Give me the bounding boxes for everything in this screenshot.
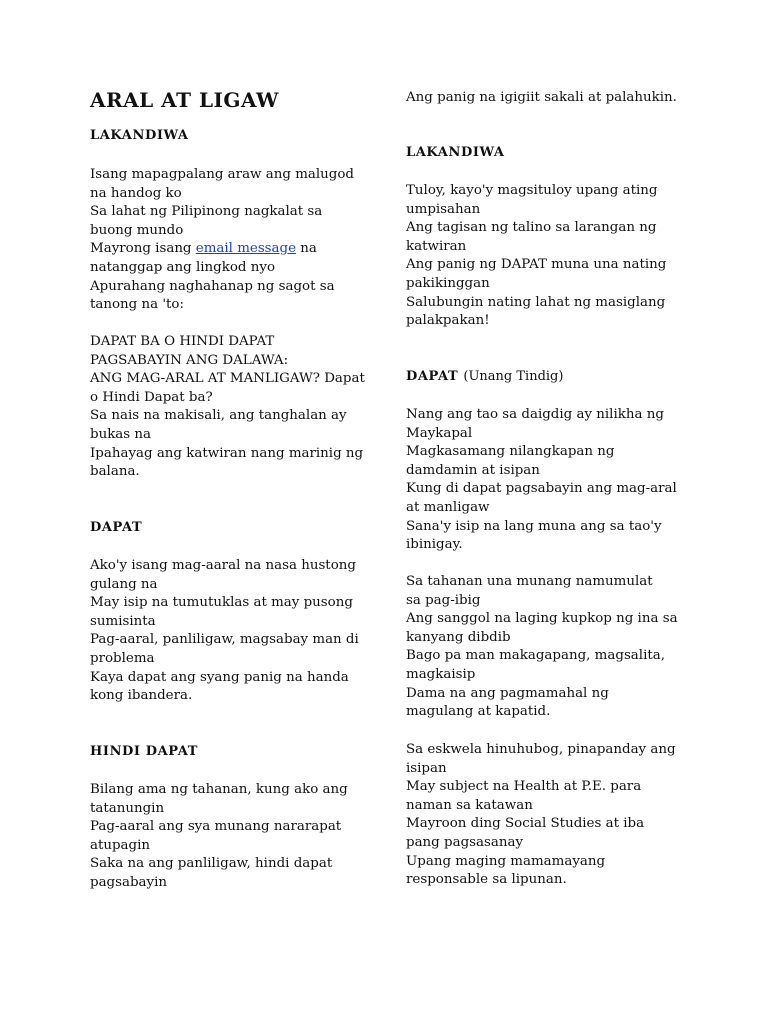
verse-line: pakikinggan xyxy=(406,275,490,291)
verse-line: damdamin at isipan xyxy=(406,462,540,478)
verse-line: Ang panig na igigiit sakali at palahukin. xyxy=(406,90,677,105)
verse-line: kong ibandera. xyxy=(90,688,193,704)
verse-line: Pag-aaral ang sya munang nararapat xyxy=(90,819,342,835)
verse-text: Mayrong isang xyxy=(90,241,196,257)
verse-line: problema xyxy=(90,650,155,666)
heading-hindi-dapat: HINDI DAPAT xyxy=(90,744,198,759)
verse-line: magulang at kapatid. xyxy=(406,704,551,720)
stanza-hindi-dapat xyxy=(90,781,348,893)
verse-line: Sa nais na makisali, ang tanghalan ay xyxy=(90,408,347,424)
heading-lakandiwa-1: LAKANDIWA xyxy=(90,128,189,143)
verse-line: Ang panig ng DAPAT muna una nating xyxy=(406,257,667,273)
stanza-unang-tindig-3 xyxy=(406,741,676,890)
verse-line: magkaisip xyxy=(406,666,476,682)
heading-subtitle: (Unang Tindig) xyxy=(463,369,564,384)
verse-line: Ang sanggol na laging kupkop ng ina sa xyxy=(406,611,678,627)
verse-line: Bago pa man makagapang, magsalita, xyxy=(406,648,665,664)
verse-line: May isip na tumutuklas at may pusong xyxy=(90,595,353,611)
verse-line: ANG MAG-ARAL AT MANLIGAW? Dapat xyxy=(90,371,365,387)
verse-line: tanong na 'to: xyxy=(90,297,185,313)
verse-line: Tuloy, kayo'y magsituloy upang ating xyxy=(406,183,658,198)
verse-line: Magkasamang nilangkapan ng xyxy=(406,444,615,460)
stanza-unang-tindig-1 xyxy=(406,406,677,555)
email-message-link[interactable]: email message xyxy=(195,241,297,257)
heading-text: DAPAT xyxy=(406,369,459,384)
verse-line: na handog ko xyxy=(90,185,182,201)
stanza-question xyxy=(90,333,365,482)
heading-dapat: DAPAT xyxy=(90,520,143,535)
verse-line: Apurahang naghahanap ng sagot sa xyxy=(90,278,335,294)
verse-line: Isang mapagpalang araw ang malugod xyxy=(90,167,354,182)
verse-line: Nang ang tao sa daigdig ay nilikha ng xyxy=(406,407,664,422)
verse-line: ibinigay. xyxy=(406,537,463,553)
verse-line: pagsabayin xyxy=(90,874,168,890)
verse-line: umpisahan xyxy=(406,201,481,217)
verse-line: Sa eskwela hinuhubog, pinapanday ang xyxy=(406,742,676,757)
verse-line xyxy=(90,240,354,259)
verse-text: na xyxy=(296,241,317,257)
verse-line: sumisinta xyxy=(90,613,156,629)
verse-line: Bilang ama ng tahanan, kung ako ang xyxy=(90,782,348,797)
verse-line: Ako'y isang mag-aaral na nasa hustong xyxy=(90,558,356,573)
stanza-dapat xyxy=(90,557,359,706)
verse-line: o Hindi Dapat ba? xyxy=(90,389,213,405)
verse-line: Dama na ang pagmamahal ng xyxy=(406,685,609,701)
verse-line: Kung di dapat pagsabayin ang mag-aral xyxy=(406,481,677,497)
verse-line: balana. xyxy=(90,464,140,480)
verse-line: tatanungin xyxy=(90,800,165,816)
verse-line: Sana'y isip na lang muna ang sa tao'y xyxy=(406,518,662,534)
verse-line: palakpakan! xyxy=(406,313,490,329)
verse-line: Upang maging mamamayang xyxy=(406,853,606,869)
verse-line: Kaya dapat ang syang panig na handa xyxy=(90,669,349,685)
verse-line: bukas na xyxy=(90,426,152,442)
heading-lakandiwa-2: LAKANDIWA xyxy=(406,145,505,160)
verse-line: isipan xyxy=(406,760,447,776)
verse-line: Salubungin nating lahat ng masiglang xyxy=(406,294,666,310)
verse-line: kanyang dibdib xyxy=(406,629,511,645)
stanza-lakandiwa-start xyxy=(406,182,666,331)
verse-line: natanggap ang lingkod nyo xyxy=(90,259,276,275)
stanza-continuation xyxy=(406,89,677,108)
verse-line: Pag-aaral, panliligaw, magsabay man di xyxy=(90,632,359,648)
verse-line: responsable sa lipunan. xyxy=(406,872,567,888)
verse-line: Ipahayag ang katwiran nang marinig ng xyxy=(90,445,364,461)
verse-line: atupagin xyxy=(90,837,151,853)
verse-line: katwiran xyxy=(406,238,467,254)
document-title: ARAL AT LIGAW xyxy=(90,88,279,112)
verse-line: Saka na ang panliligaw, hindi dapat xyxy=(90,856,333,872)
verse-line: Mayroon ding Social Studies at iba xyxy=(406,816,645,832)
verse-line: Ang tagisan ng talino sa larangan ng xyxy=(406,220,657,236)
verse-line: at manligaw xyxy=(406,499,490,515)
verse-line: May subject na Health at P.E. para xyxy=(406,779,642,795)
verse-line: gulang na xyxy=(90,576,158,592)
verse-line: Sa tahanan una munang namumulat xyxy=(406,574,653,589)
verse-line: sa pag-ibig xyxy=(406,592,481,608)
verse-line: Sa lahat ng Pilipinong nagkalat sa xyxy=(90,204,323,220)
heading-dapat-unang-tindig xyxy=(406,369,563,384)
stanza-lakandiwa-intro xyxy=(90,166,354,315)
verse-line: pang pagsasanay xyxy=(406,834,524,850)
verse-line: DAPAT BA O HINDI DAPAT xyxy=(90,334,275,349)
verse-line: naman sa katawan xyxy=(406,797,533,813)
stanza-unang-tindig-2 xyxy=(406,573,678,722)
verse-line: buong mundo xyxy=(90,222,184,238)
verse-line: PAGSABAYIN ANG DALAWA: xyxy=(90,352,289,368)
verse-line: Maykapal xyxy=(406,425,473,441)
